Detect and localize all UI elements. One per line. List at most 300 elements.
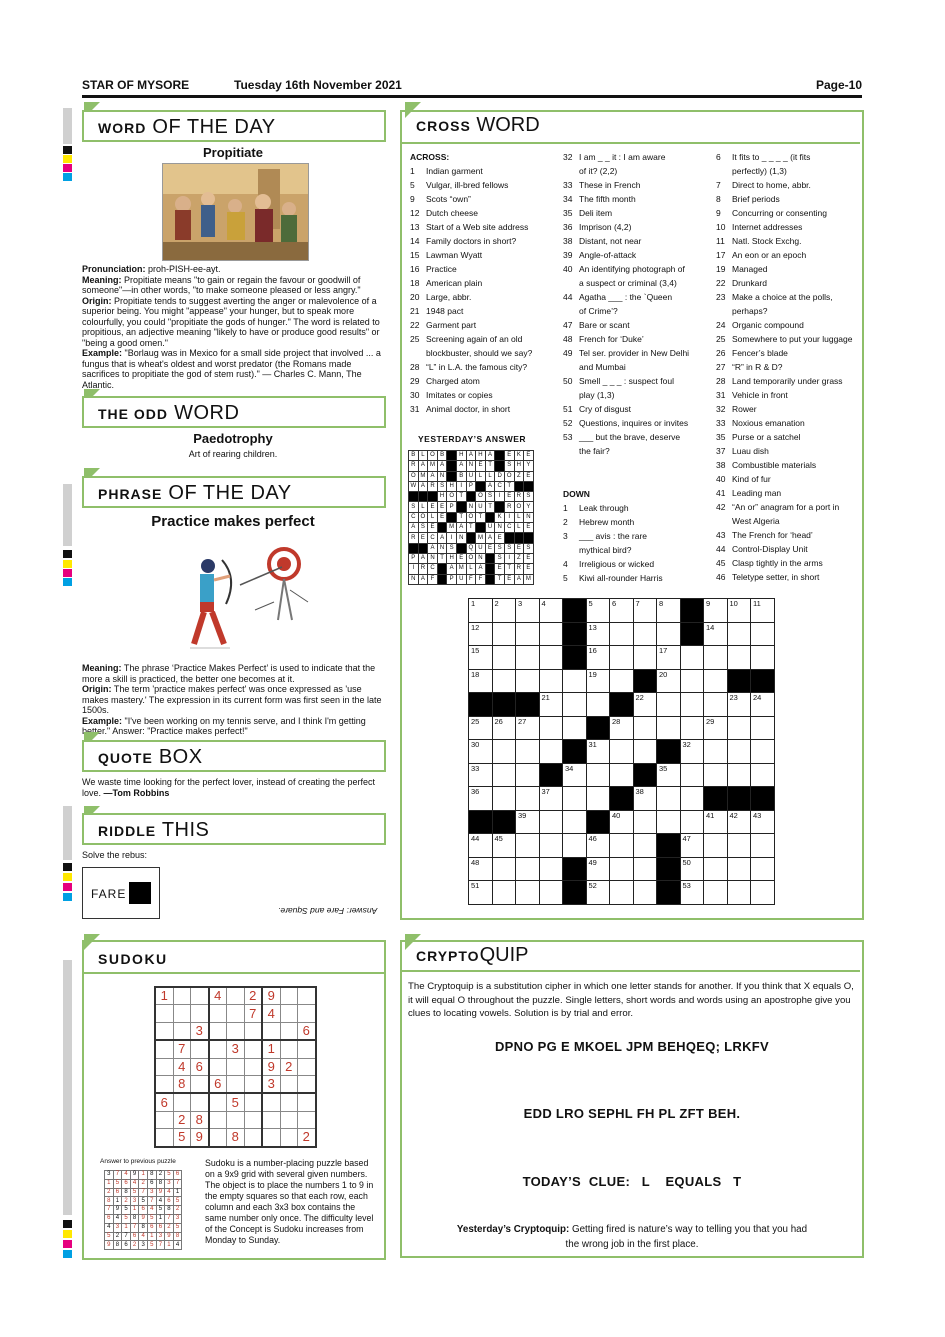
sudoku-answer-cell: 7 xyxy=(105,1206,114,1215)
answer-black-cell xyxy=(418,492,428,502)
swatch-cyan xyxy=(63,173,72,181)
sudoku-cell: 2 xyxy=(280,1058,298,1075)
sudoku-cell xyxy=(298,1075,316,1093)
rebus-word: FARE xyxy=(91,887,127,901)
sudoku-answer-cell: 1 xyxy=(173,1188,182,1197)
answer-cell: A xyxy=(418,553,428,563)
clue-line: 26 Fencer’s blade xyxy=(716,348,788,358)
answer-cell: A xyxy=(466,451,476,461)
answer-cell: T xyxy=(476,512,486,522)
answer-cell: E xyxy=(437,512,447,522)
answer-cell: U xyxy=(456,574,466,584)
clue-line: 47 Bare or scant xyxy=(563,320,630,330)
answer-cell: H xyxy=(514,461,524,471)
crossword-cell: 44 xyxy=(469,834,493,858)
sudoku-answer-cell: 5 xyxy=(147,1214,156,1223)
crossword-cell xyxy=(633,716,657,740)
clue-line: 48 French for ‘Duke’ xyxy=(563,334,644,344)
sudoku-answer-cell: 8 xyxy=(147,1171,156,1180)
crossword-cell xyxy=(727,646,751,670)
crossword-cell xyxy=(492,787,516,811)
crossword-black-cell xyxy=(657,834,681,858)
phrase-text: Practice makes perfect xyxy=(151,513,315,530)
sudoku-answer-cell: 4 xyxy=(113,1214,122,1223)
crossword-cell xyxy=(539,646,563,670)
sudoku-answer-cell: 8 xyxy=(165,1206,174,1215)
crossword-cell: 37 xyxy=(539,787,563,811)
yesterday-answer-label: YESTERDAY’S ANSWER xyxy=(418,434,527,444)
crossword-cell xyxy=(751,740,775,764)
clue-line: 41 Leading man xyxy=(716,488,782,498)
crossword-black-cell xyxy=(633,763,657,787)
swatch-yellow xyxy=(63,873,72,881)
sudoku-cell xyxy=(244,1111,262,1128)
word-of-day-body: Pronunciation: proh-PISH-ee-ayt. Meaning: Propitiate means "to gain or regain the favour or goodwill of someone"—in other words, "to make someone pleased or less angry." Origin: Propitiate tends to suggest averting the anger or malevolence of a superior being. You might "appease" your hunger, but to speak more colourfully, you could "propitiate the gods of hunger." The word is related to propitious, an adjective meaning "likely to have or produce good results" or "being a good omen." Example: "Borlaug was in Mexico for a small side project that involved ... a fungus that is wheat's oldest and worst predator (the Romans made sacrifices to propitiate the god of stem rust)." — Charles C. Mann, The Atlantic. xyxy=(82,264,381,390)
sudoku-cell: 3 xyxy=(227,1040,245,1058)
answer-black-cell xyxy=(447,512,457,522)
rebus-box xyxy=(82,867,160,919)
clue-line: 49 Tel ser. provider in New Delhi xyxy=(563,348,690,358)
crossword-cell xyxy=(563,693,587,717)
sudoku-answer-cell: 1 xyxy=(130,1206,139,1215)
answer-cell: A xyxy=(418,481,428,491)
swatch-magenta xyxy=(63,1240,72,1248)
answer-cell: P xyxy=(447,502,457,512)
sudoku-cell xyxy=(280,1022,298,1040)
clue-line: 36 Imprison (4,2) xyxy=(563,222,632,232)
answer-cell: R xyxy=(418,564,428,574)
crossword-cell xyxy=(492,646,516,670)
sudoku-answer-cell: 5 xyxy=(105,1232,114,1241)
clue-line: 53 ___ but the brave, deserve xyxy=(563,432,681,442)
answer-cell: T xyxy=(495,574,505,584)
sudoku-cell xyxy=(173,1005,191,1022)
riddle-header: RIDDLE THIS xyxy=(82,813,386,845)
answer-cell: T xyxy=(456,512,466,522)
clue-line: 19 Managed xyxy=(716,264,768,274)
crossword-black-cell xyxy=(563,881,587,905)
sudoku-answer-cell: 7 xyxy=(173,1179,182,1188)
phrase-body: Meaning: The phrase ‘Practice Makes Perfect’ is used to indicate that the more a skill is practiced, the better one becomes at it. Origin: The term 'practice makes perfect' was once expressed as 'use makes mastery.' The expression in its current form was first seen in the late 1500s. Example: "I've been working on my tennis serve, and I think I'm getting better." Answer: "Practice makes perfect!" xyxy=(82,663,382,736)
sudoku-answer-cell: 5 xyxy=(113,1179,122,1188)
crossword-cell: 43 xyxy=(751,810,775,834)
answer-cell: O xyxy=(476,492,486,502)
sudoku-cell xyxy=(155,1040,173,1058)
answer-cell: E xyxy=(456,553,466,563)
clue-line: 39 Angle-of-attack xyxy=(563,250,637,260)
clue-line: 1 Indian garment xyxy=(410,166,483,176)
down-clues-col3 xyxy=(716,150,853,584)
crossword-cell: 18 xyxy=(469,669,493,693)
sudoku-cell xyxy=(280,1093,298,1111)
crossword-cell: 41 xyxy=(704,810,728,834)
answer-cell: C xyxy=(428,564,438,574)
clue-line: 11 Natl. Stock Exchg. xyxy=(716,236,802,246)
crossword-cell xyxy=(492,740,516,764)
crossword-cell xyxy=(516,646,540,670)
sudoku-cell xyxy=(280,987,298,1005)
answer-cell: O xyxy=(514,502,524,512)
crossword-cell: 2 xyxy=(492,599,516,623)
sudoku-cell xyxy=(262,1129,280,1147)
answer-cell: O xyxy=(504,471,514,481)
answer-cell: S xyxy=(418,523,428,533)
answer-black-cell xyxy=(524,481,534,491)
crossword-cell xyxy=(492,857,516,881)
crossword-cell xyxy=(633,622,657,646)
answer-cell: U xyxy=(476,502,486,512)
answer-cell: H xyxy=(447,481,457,491)
answer-cell: E xyxy=(428,502,438,512)
answer-black-cell xyxy=(476,523,486,533)
crossword-cell xyxy=(539,740,563,764)
crossword-black-cell xyxy=(727,669,751,693)
sudoku-answer-cell: 9 xyxy=(156,1188,165,1197)
answer-cell: T xyxy=(504,481,514,491)
crossword-cell: 33 xyxy=(469,763,493,787)
answer-cell: M xyxy=(476,533,486,543)
sudoku-answer-cell: 1 xyxy=(147,1232,156,1241)
crossword-cell xyxy=(610,740,634,764)
answer-cell: H xyxy=(476,451,486,461)
answer-black-cell xyxy=(466,492,476,502)
sudoku-answer-cell: 7 xyxy=(147,1197,156,1206)
sudoku-cell xyxy=(155,1005,173,1022)
answer-cell: N xyxy=(437,471,447,481)
cryptoquip-line1: DPNO PG E MKOEL JPM BEHQEQ; LRKFV xyxy=(494,1039,770,1054)
sudoku-answer-cell: 6 xyxy=(105,1214,114,1223)
sudoku-cell: 2 xyxy=(244,987,262,1005)
swatch-magenta xyxy=(63,569,72,577)
crossword-cell xyxy=(516,834,540,858)
swatch-cyan xyxy=(63,578,72,586)
sudoku-cell xyxy=(262,1093,280,1111)
crossword-cell: 13 xyxy=(586,622,610,646)
sudoku-answer-cell: 4 xyxy=(122,1171,131,1180)
crossword-cell: 50 xyxy=(680,857,704,881)
answer-black-cell xyxy=(485,574,495,584)
answer-cell: I xyxy=(504,512,514,522)
clue-line: 9 Scots “own” xyxy=(410,194,471,204)
crossword-cell xyxy=(539,857,563,881)
crossword-cell xyxy=(563,787,587,811)
clue-line: 52 Questions, inquires or invites xyxy=(563,418,689,428)
sudoku-answer-cell: 2 xyxy=(113,1232,122,1241)
answer-black-cell xyxy=(485,553,495,563)
crossword-cell xyxy=(516,881,540,905)
answer-cell: A xyxy=(428,543,438,553)
answer-cell: I xyxy=(504,553,514,563)
clue-line: 25 Somewhere to put your luggage xyxy=(716,334,853,344)
sudoku-answer-grid xyxy=(104,1170,182,1250)
answer-black-cell xyxy=(504,533,514,543)
sudoku-answer-cell: 2 xyxy=(165,1223,174,1232)
clue-line: 20 Large, abbr. xyxy=(410,292,472,302)
crossword-cell: 24 xyxy=(751,693,775,717)
clue-line: 18 American plain xyxy=(410,278,483,288)
clue-line: 29 Charged atom xyxy=(410,376,480,386)
answer-cell: R xyxy=(514,564,524,574)
crossword-cell: 6 xyxy=(610,599,634,623)
answer-cell: A xyxy=(485,481,495,491)
crossword-cell xyxy=(657,716,681,740)
swatch-yellow xyxy=(63,155,72,163)
sudoku-cell xyxy=(209,1040,227,1058)
answer-cell: S xyxy=(504,461,514,471)
answer-cell: E xyxy=(428,523,438,533)
answer-cell: Z xyxy=(514,553,524,563)
answer-cell: N xyxy=(476,553,486,563)
sudoku-cell xyxy=(191,1005,209,1022)
crossword-cell: 21 xyxy=(539,693,563,717)
clue-line: 42 “An or” anagram for a port in xyxy=(716,502,840,512)
crossword-cell xyxy=(751,622,775,646)
crossword-cell xyxy=(633,881,657,905)
sudoku-answer-cell: 2 xyxy=(122,1197,131,1206)
answer-cell: C xyxy=(409,512,419,522)
answer-black-cell xyxy=(447,461,457,471)
answer-black-cell xyxy=(447,471,457,481)
sudoku-answer-cell: 3 xyxy=(173,1214,182,1223)
sudoku-cell xyxy=(244,1022,262,1040)
sudoku-cell xyxy=(209,1129,227,1147)
sudoku-answer-cell: 2 xyxy=(139,1179,148,1188)
answer-cell: I xyxy=(447,533,457,543)
sudoku-cell xyxy=(173,1093,191,1111)
crossword-black-cell xyxy=(563,599,587,623)
swatch-magenta xyxy=(63,883,72,891)
sudoku-answer-cell: 7 xyxy=(122,1232,131,1241)
clue-line: and Mumbai xyxy=(579,362,626,372)
clue-line: 13 Start of a Web site address xyxy=(410,222,529,232)
answer-cell: F xyxy=(466,574,476,584)
sudoku-answer-cell: 7 xyxy=(130,1223,139,1232)
crossword-cell xyxy=(680,693,704,717)
crossword-cell: 27 xyxy=(516,716,540,740)
sudoku-answer-cell: 3 xyxy=(147,1188,156,1197)
crossword-cell xyxy=(586,787,610,811)
clue-line: 27 “R” in R & D? xyxy=(716,362,783,372)
clue-line: a suspect or criminal (3,4) xyxy=(579,278,677,288)
crossword-cell xyxy=(704,669,728,693)
sudoku-answer-cell: 5 xyxy=(165,1171,174,1180)
sudoku-answer-cell: 5 xyxy=(147,1241,156,1250)
crossword-cell xyxy=(751,881,775,905)
sudoku-answer-cell: 2 xyxy=(130,1241,139,1250)
answer-cell: E xyxy=(495,564,505,574)
crossword-cell xyxy=(704,646,728,670)
sudoku-cell: 9 xyxy=(191,1129,209,1147)
sudoku-cell xyxy=(298,1040,316,1058)
crossword-cell xyxy=(516,622,540,646)
answer-black-cell xyxy=(524,533,534,543)
crossword-cell: 38 xyxy=(633,787,657,811)
clue-line: 38 Combustible materials xyxy=(716,460,817,470)
crossword-black-cell xyxy=(469,693,493,717)
crossword-black-cell xyxy=(680,599,704,623)
cryptoquip-header: CRYPTOQUIP xyxy=(402,942,860,972)
clue-line: 32 Rower xyxy=(716,404,757,414)
clue-line: 38 Distant, not near xyxy=(563,236,642,246)
crossword-cell xyxy=(539,881,563,905)
crossword-cell: 51 xyxy=(469,881,493,905)
answer-cell: A xyxy=(476,564,486,574)
answer-cell: M xyxy=(524,574,534,584)
sudoku-cell xyxy=(155,1075,173,1093)
answer-cell: W xyxy=(409,481,419,491)
sudoku-answer-cell: 6 xyxy=(147,1179,156,1188)
crossword-cell xyxy=(633,740,657,764)
sudoku-cell xyxy=(280,1005,298,1022)
crossword-cell xyxy=(586,763,610,787)
swatch-black xyxy=(63,1220,72,1228)
clue-line: 33 These in French xyxy=(563,180,641,190)
crossword-cell xyxy=(516,740,540,764)
crossword-cell xyxy=(633,857,657,881)
answer-cell: T xyxy=(466,523,476,533)
answer-cell: B xyxy=(437,451,447,461)
cryptoquip-line2: EDD LRO SEPHL FH PL ZFT BEH. xyxy=(523,1106,741,1121)
sudoku-answer-cell: 2 xyxy=(156,1171,165,1180)
clue-line: 50 Smell _ _ _ : suspect foul xyxy=(563,376,674,386)
sudoku-answer-cell: 9 xyxy=(105,1241,114,1250)
crossword-cell: 34 xyxy=(563,763,587,787)
sudoku-cell xyxy=(262,1022,280,1040)
answer-cell: L xyxy=(476,471,486,481)
sudoku-answer-cell: 4 xyxy=(105,1223,114,1232)
sudoku-answer-cell: 3 xyxy=(113,1223,122,1232)
sudoku-cell xyxy=(244,1040,262,1058)
page-header xyxy=(82,78,862,96)
crossword-cell: 49 xyxy=(586,857,610,881)
crossword-cell: 46 xyxy=(586,834,610,858)
crossword-cell: 5 xyxy=(586,599,610,623)
margin-bar xyxy=(63,806,72,860)
answer-cell: A xyxy=(418,574,428,584)
answer-cell: F xyxy=(476,574,486,584)
swatch-yellow xyxy=(63,1230,72,1238)
page-number: Page-10 xyxy=(815,78,862,92)
sudoku-cell xyxy=(227,1005,245,1022)
crossword-black-cell xyxy=(657,881,681,905)
sudoku-answer-label: Answer to previous puzzle xyxy=(100,1158,176,1165)
answer-cell: E xyxy=(504,451,514,461)
crossword-cell: 47 xyxy=(680,834,704,858)
sudoku-answer-cell: 1 xyxy=(105,1179,114,1188)
crossword-header: CROSS WORD xyxy=(402,112,860,144)
crossword-grid xyxy=(468,598,775,905)
sudoku-answer-cell: 1 xyxy=(113,1197,122,1206)
clue-line: 31 Vehicle in front xyxy=(716,390,788,400)
down-label: DOWN xyxy=(563,489,590,499)
sudoku-cell xyxy=(298,1058,316,1075)
answer-cell: E xyxy=(485,543,495,553)
sudoku-answer-cell: 8 xyxy=(130,1214,139,1223)
answer-cell: O xyxy=(447,492,457,502)
clue-line: 12 Dutch cheese xyxy=(410,208,478,218)
crossword-cell: 29 xyxy=(704,716,728,740)
sudoku-cell xyxy=(244,1093,262,1111)
swatch-black xyxy=(63,863,72,871)
crossword-cell xyxy=(680,763,704,787)
sudoku-cell: 8 xyxy=(227,1129,245,1147)
sudoku-cell: 7 xyxy=(244,1005,262,1022)
sudoku-cell xyxy=(227,1058,245,1075)
crossword-black-cell xyxy=(657,857,681,881)
answer-cell: E xyxy=(476,461,486,471)
crossword-cell xyxy=(516,669,540,693)
clue-line: 40 An identifying photograph of xyxy=(563,264,685,274)
clue-line: 9 Concurring or consenting xyxy=(716,208,827,218)
answer-cell: P xyxy=(466,481,476,491)
word-of-day-word: Propitiate xyxy=(203,145,263,160)
crossword-black-cell xyxy=(633,669,657,693)
sudoku-answer-cell: 1 xyxy=(139,1171,148,1180)
answer-cell: B xyxy=(456,471,466,481)
answer-cell: T xyxy=(437,553,447,563)
crossword-black-cell xyxy=(563,646,587,670)
answer-cell: A xyxy=(437,533,447,543)
rebus-square xyxy=(129,882,151,904)
answer-cell: A xyxy=(485,451,495,461)
crossword-cell xyxy=(610,646,634,670)
answer-cell: M xyxy=(456,564,466,574)
crossword-cell: 9 xyxy=(704,599,728,623)
answer-cell: A xyxy=(418,461,428,471)
answer-cell: K xyxy=(514,451,524,461)
crossword-cell xyxy=(610,881,634,905)
sudoku-cell: 6 xyxy=(209,1075,227,1093)
swatch-cyan xyxy=(63,1250,72,1258)
crossword-cell xyxy=(727,716,751,740)
swatch-yellow xyxy=(63,560,72,568)
sudoku-cell xyxy=(191,1093,209,1111)
sudoku-answer-cell: 4 xyxy=(147,1206,156,1215)
sudoku-cell xyxy=(227,987,245,1005)
sudoku-cell: 4 xyxy=(262,1005,280,1022)
crossword-cell xyxy=(539,716,563,740)
crossword-cell xyxy=(539,622,563,646)
sudoku-cell: 5 xyxy=(227,1093,245,1111)
crossword-cell xyxy=(539,669,563,693)
crossword-cell xyxy=(539,810,563,834)
crossword-black-cell xyxy=(492,693,516,717)
paper-name: STAR OF MYSORE xyxy=(82,78,190,92)
clue-line: blockbuster, should we say? xyxy=(426,348,533,358)
answer-cell: E xyxy=(524,471,534,481)
crossword-cell xyxy=(680,716,704,740)
across-clues-col1 xyxy=(410,164,532,416)
clue-line: West Algeria xyxy=(732,516,780,526)
cryptoquip-yesterday: Yesterday’s Cryptoquip: Getting fired is nature’s way to telling you that you had the wrong job in the first place. xyxy=(456,1224,808,1250)
answer-cell: S xyxy=(504,543,514,553)
quote-body: We waste time looking for the perfect lover, instead of creating the perfect love. —Tom Robbins xyxy=(82,777,375,798)
crossword-cell: 10 xyxy=(727,599,751,623)
clue-line: 7 Direct to home, abbr. xyxy=(716,180,811,190)
sudoku-cell xyxy=(298,987,316,1005)
header-rule xyxy=(82,95,862,98)
crossword-black-cell xyxy=(657,740,681,764)
clue-line: 46 Teletype setter, in short xyxy=(716,572,820,582)
sudoku-answer-cell: 6 xyxy=(139,1206,148,1215)
answer-cell: K xyxy=(495,512,505,522)
answer-cell: L xyxy=(418,502,428,512)
answer-cell: M xyxy=(428,461,438,471)
crossword-cell: 52 xyxy=(586,881,610,905)
clue-line: 15 Lawman Wyatt xyxy=(410,250,483,260)
sudoku-answer-cell: 8 xyxy=(173,1232,182,1241)
clue-line: 17 An eon or an epoch xyxy=(716,250,807,260)
